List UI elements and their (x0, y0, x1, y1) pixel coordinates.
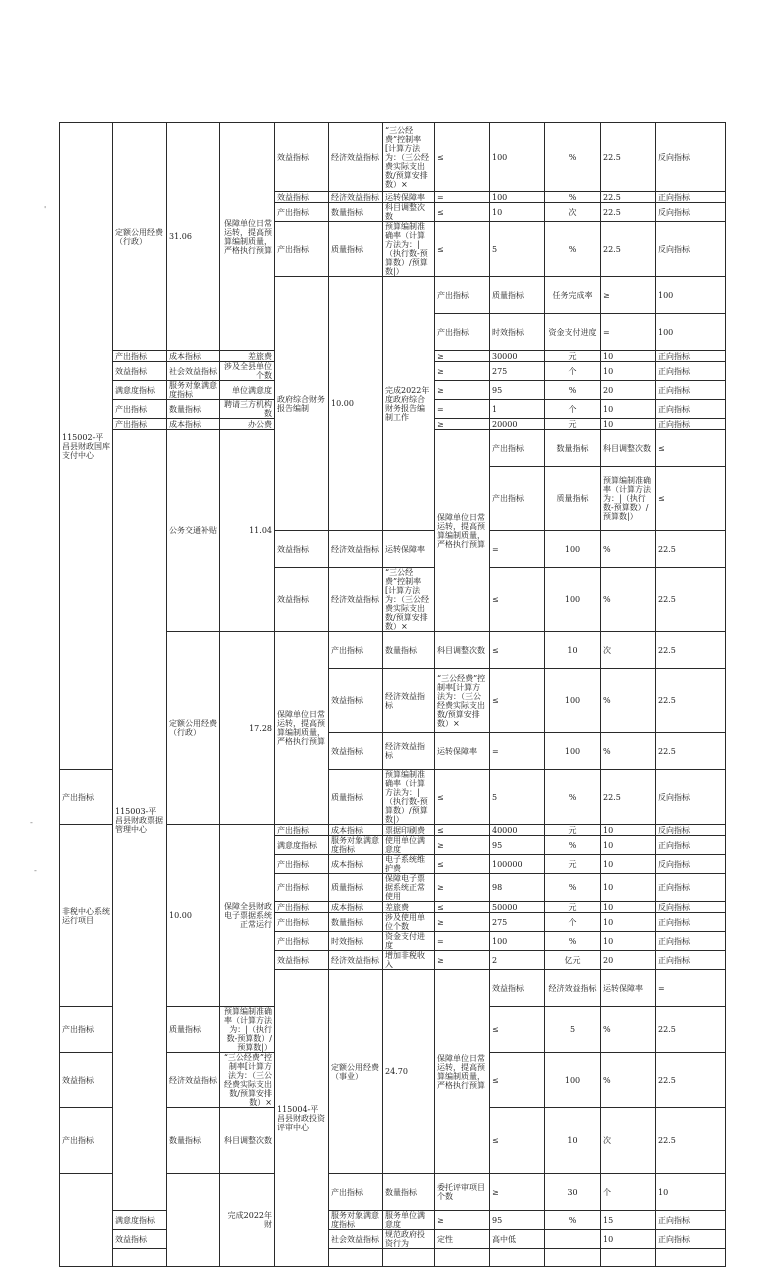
target-value-cell: 产出指标 (490, 467, 545, 531)
measure-unit-cell: 质量指标 (545, 467, 601, 531)
indicator-level2-cell: 经济效益指标 (329, 531, 383, 568)
indicator-level3-cell: “三公经费”控制率[计算方法为：（三公经费实际支出数/预算安排数）× (383, 568, 435, 632)
operator-cell: 定性 (435, 1230, 490, 1249)
budget-amount-cell: 成本指标 (167, 351, 220, 362)
indicator-direction-cell: 反向指标 (656, 123, 726, 192)
target-value-cell: 100000 (490, 855, 545, 874)
performance-goal-cell: 17.28 (220, 632, 275, 825)
indicator-level1-cell: 产出指标 (275, 222, 329, 277)
indicator-level2-cell: 质量指标 (329, 770, 383, 825)
weight-cell: 22.5 (601, 192, 656, 203)
operator-cell: 产出指标 (435, 314, 490, 351)
target-value-cell: ≤ (490, 568, 545, 632)
margin-mark-1: ' (44, 205, 47, 214)
indicator-direction-cell: 正向指标 (656, 932, 726, 951)
weight-cell: % (601, 669, 656, 733)
table-row (60, 1249, 726, 1267)
indicator-direction-cell: 正向指标 (656, 362, 726, 381)
weight-cell: % (601, 1053, 656, 1108)
project-name-cell: 效益指标 (113, 362, 167, 381)
indicator-direction-cell: 22.5 (656, 531, 726, 568)
target-value-cell: ≥ (490, 1174, 545, 1211)
indicator-direction-cell: 反向指标 (656, 203, 726, 222)
operator-cell: ≥ (435, 874, 490, 902)
indicator-direction-cell: 正向指标 (656, 192, 726, 203)
measure-unit-cell: % (545, 222, 601, 277)
indicator-level3-cell: 资金支付进度 (383, 932, 435, 951)
target-value-cell: 5 (490, 222, 545, 277)
weight-cell: 10 (601, 836, 656, 855)
performance-indicator-table (59, 122, 726, 1267)
indicator-level2-cell: 效益指标 (329, 733, 383, 770)
indicator-level2-cell: 服务对象满意度指标 (329, 1211, 383, 1230)
indicator-level3-cell: 涉及使用单位个数 (383, 913, 435, 932)
indicator-level2-cell: 经济效益指标 (329, 123, 383, 192)
measure-unit-cell (545, 1230, 601, 1249)
performance-goal-cell: 差旅费 (220, 351, 275, 362)
weight-cell: 10 (601, 855, 656, 874)
weight-cell: 运转保障率 (601, 970, 656, 1007)
measure-unit-cell: % (545, 192, 601, 203)
unit-name-cell: 115002-平昌县财政国库支付中心 (60, 123, 113, 770)
indicator-level1-cell: 效益指标 (275, 192, 329, 203)
indicator-level2-cell: 经济效益指标 (329, 951, 383, 970)
operator-cell: ≤ (435, 770, 490, 825)
weight-cell: 22.5 (601, 770, 656, 825)
measure-unit-cell: % (545, 381, 601, 400)
indicator-direction-cell: 100 (656, 314, 726, 351)
measure-unit-cell: % (545, 770, 601, 825)
indicator-level2-cell: 成本指标 (329, 825, 383, 836)
indicator-level3-cell: 差旅费 (383, 902, 435, 913)
measure-unit-cell: 经济效益指标 (545, 970, 601, 1007)
target-value-cell: 时效指标 (490, 314, 545, 351)
measure-unit-cell: 10 (545, 632, 601, 669)
weight-cell (601, 1249, 656, 1267)
indicator-direction-cell: 反向指标 (656, 770, 726, 825)
target-value-cell: 20000 (490, 419, 545, 430)
measure-unit-cell: 10 (545, 1108, 601, 1174)
indicator-level1-cell: 产出指标 (275, 855, 329, 874)
indicator-direction-cell: 22.5 (656, 632, 726, 669)
measure-unit-cell: 30 (545, 1174, 601, 1211)
target-value-cell: 95 (490, 1211, 545, 1230)
target-value-cell: 30000 (490, 351, 545, 362)
measure-unit-cell: % (545, 932, 601, 951)
indicator-level2-cell: 质量指标 (329, 222, 383, 277)
unit-name-cell: 产出指标 (60, 1108, 113, 1174)
measure-unit-cell: 个 (545, 913, 601, 932)
operator-cell: = (435, 192, 490, 203)
weight-cell: 10 (601, 932, 656, 951)
weight-cell: 次 (601, 632, 656, 669)
weight-cell: 次 (601, 1108, 656, 1174)
target-value-cell: 40000 (490, 825, 545, 836)
project-name-cell: 产出指标 (113, 400, 167, 419)
table-row (60, 1230, 726, 1249)
target-value-cell: 95 (490, 836, 545, 855)
measure-unit-cell: 100 (545, 1053, 601, 1108)
target-value-cell: 275 (490, 913, 545, 932)
target-value-cell: 高中低 (490, 1230, 545, 1249)
unit-name-cell: 非税中心系统运行项目 (60, 825, 113, 1007)
indicator-level3-cell: 使用单位满意度 (383, 836, 435, 855)
operator-cell: ≤ (435, 123, 490, 192)
indicator-level2-cell: 成本指标 (329, 902, 383, 913)
indicator-direction-cell: 正向指标 (656, 381, 726, 400)
weight-cell: 22.5 (601, 222, 656, 277)
target-value-cell: 质量指标 (490, 277, 545, 314)
unit-name-cell: 产出指标 (60, 770, 113, 825)
target-value-cell: 5 (490, 770, 545, 825)
indicator-direction-cell: 22.5 (656, 669, 726, 733)
measure-unit-cell: 数量指标 (545, 430, 601, 467)
weight-cell: 预算编制准确率（计算方法为：|（执行数-预算数）/预算数|） (601, 467, 656, 531)
operator-cell: ≥ (435, 381, 490, 400)
weight-cell: 15 (601, 1211, 656, 1230)
unit-name-cell (60, 1174, 113, 1267)
indicator-level1-cell: 115004-平昌县财政投资评审中心 (275, 970, 329, 1267)
target-value-cell: = (490, 531, 545, 568)
project-name-cell: 定额公用经费（行政） (113, 123, 167, 351)
target-value-cell: 100 (490, 123, 545, 192)
indicator-level1-cell: 产出指标 (275, 932, 329, 951)
margin-mark-2: - (30, 818, 33, 827)
operator-cell: ≥ (435, 951, 490, 970)
weight-cell: 22.5 (601, 203, 656, 222)
operator-cell: ≤ (435, 855, 490, 874)
weight-cell: % (601, 531, 656, 568)
operator-cell: 保障单位日常运转，提高预算编制质量，严格执行预算 (435, 430, 490, 632)
measure-unit-cell: 5 (545, 1007, 601, 1053)
indicator-level3-cell: 运转保障率 (383, 531, 435, 568)
indicator-level1-cell: 效益指标 (275, 531, 329, 568)
unit-name-cell: 产出指标 (60, 1007, 113, 1053)
performance-goal-cell: 办公费 (220, 419, 275, 430)
operator-cell: ≤ (435, 222, 490, 277)
measure-unit-cell: 个 (545, 400, 601, 419)
weight-cell: 个 (601, 1174, 656, 1211)
indicator-level2-cell: 经济效益指标 (329, 568, 383, 632)
performance-goal-cell: 预算编制准确率（计算方法为：|（执行数-预算数）/预算数|） (220, 1007, 275, 1053)
target-value-cell: 95 (490, 381, 545, 400)
weight-cell: 22.5 (601, 123, 656, 192)
indicator-level1-cell: 效益指标 (275, 951, 329, 970)
target-value-cell: ≤ (490, 1108, 545, 1174)
indicator-direction-cell: 正向指标 (656, 419, 726, 430)
indicator-direction-cell: 反向指标 (656, 222, 726, 277)
budget-amount-cell: 服务对象满意度指标 (167, 381, 220, 400)
target-value-cell: 10 (490, 203, 545, 222)
weight-cell: 10 (601, 1230, 656, 1249)
measure-unit-cell: 元 (545, 825, 601, 836)
measure-unit-cell: 次 (545, 203, 601, 222)
indicator-level1-cell: 政府综合财务报告编制 (275, 277, 329, 531)
target-value-cell: 100 (490, 932, 545, 951)
indicator-level2-cell: 定额公用经费（事业） (329, 970, 383, 1174)
measure-unit-cell: 100 (545, 531, 601, 568)
performance-goal-cell: 11.04 (220, 430, 275, 632)
weight-cell: % (601, 733, 656, 770)
budget-amount-cell: 成本指标 (167, 419, 220, 430)
measure-unit-cell: 任务完成率 (545, 277, 601, 314)
table-row (60, 1211, 726, 1230)
indicator-direction-cell: 22.5 (656, 1108, 726, 1174)
indicator-direction-cell: 22.5 (656, 568, 726, 632)
indicator-direction-cell: 正向指标 (656, 400, 726, 419)
indicator-level1-cell: 满意度指标 (275, 836, 329, 855)
budget-amount-cell: 数量指标 (167, 1108, 220, 1174)
project-name-cell (113, 1249, 167, 1267)
indicator-level1-cell: 产出指标 (275, 874, 329, 902)
indicator-level2-cell (329, 1249, 383, 1267)
indicator-direction-cell: 正向指标 (656, 836, 726, 855)
operator-cell: = (435, 400, 490, 419)
indicator-level3-cell: 科目调整次数 (383, 203, 435, 222)
measure-unit-cell: % (545, 836, 601, 855)
indicator-level3-cell: 保障电子票据系统正常使用 (383, 874, 435, 902)
indicator-direction-cell: 反向指标 (656, 855, 726, 874)
measure-unit-cell: 元 (545, 902, 601, 913)
weight-cell: 10 (601, 400, 656, 419)
indicator-level2-cell: 产出指标 (329, 632, 383, 669)
indicator-level1-cell: 保障单位日常运转，提高预算编制质量，严格执行预算 (275, 632, 329, 825)
weight-cell: = (601, 314, 656, 351)
performance-goal-cell: 涉及全县单位个数 (220, 362, 275, 381)
budget-amount-cell: 10.00 (167, 825, 220, 1007)
measure-unit-cell: 100 (545, 669, 601, 733)
indicator-level3-cell: 完成2022年度政府综合财务报告编制工作 (383, 277, 435, 531)
performance-goal-cell: 聘请三方机构数 (220, 400, 275, 419)
indicator-level1-cell: 产出指标 (275, 825, 329, 836)
indicator-level1-cell: 产出指标 (275, 203, 329, 222)
indicator-level2-cell: 质量指标 (329, 874, 383, 902)
operator-cell: ≥ (435, 351, 490, 362)
measure-unit-cell: % (545, 874, 601, 902)
margin-mark-3: - (34, 866, 37, 875)
indicator-level2-cell: 成本指标 (329, 855, 383, 874)
weight-cell: 10 (601, 902, 656, 913)
indicator-level2-cell: 效益指标 (329, 669, 383, 733)
measure-unit-cell: 元 (545, 419, 601, 430)
indicator-level2-cell: 经济效益指标 (329, 192, 383, 203)
target-value-cell: 产出指标 (490, 430, 545, 467)
target-value-cell: 2 (490, 951, 545, 970)
measure-unit-cell: 元 (545, 351, 601, 362)
indicator-level3-cell: 预算编制准确率（计算方法为：|（执行数-预算数）/预算数|） (383, 770, 435, 825)
performance-goal-cell: 单位满意度 (220, 381, 275, 400)
operator-cell: = (435, 932, 490, 951)
measure-unit-cell: 100 (545, 568, 601, 632)
operator-cell: ≥ (435, 1211, 490, 1230)
indicator-direction-cell: 22.5 (656, 1007, 726, 1053)
target-value-cell: 效益指标 (490, 970, 545, 1007)
target-value-cell: = (490, 733, 545, 770)
operator-cell (435, 1249, 490, 1267)
operator-cell: “三公经费”控制率[计算方法为：（三公经费实际支出数/预算安排数）× (435, 669, 490, 733)
measure-unit-cell: % (545, 1211, 601, 1230)
target-value-cell: 275 (490, 362, 545, 381)
indicator-level2-cell: 时效指标 (329, 932, 383, 951)
indicator-level3-cell: 预算编制准确率（计算方法为：|（执行数-预算数）/预算数|） (383, 222, 435, 277)
indicator-direction-cell: 22.5 (656, 1053, 726, 1108)
indicator-level3-cell: 经济效益指标 (383, 669, 435, 733)
budget-amount-cell (167, 1174, 220, 1267)
indicator-level2-cell: 数量指标 (329, 203, 383, 222)
indicator-direction-cell: 反向指标 (656, 902, 726, 913)
indicator-direction-cell: 正向指标 (656, 874, 726, 902)
operator-cell: 委托评审项目个数 (435, 1174, 490, 1211)
indicator-level3-cell: 电子系统维护费 (383, 855, 435, 874)
operator-cell: 运转保障率 (435, 733, 490, 770)
target-value-cell: ≤ (490, 1007, 545, 1053)
indicator-direction-cell: 正向指标 (656, 351, 726, 362)
operator-cell: ≥ (435, 362, 490, 381)
performance-goal-cell: 保障全县财政电子票据系统正常运行 (220, 825, 275, 1007)
budget-amount-cell: 数量指标 (167, 400, 220, 419)
target-value-cell (490, 1249, 545, 1267)
weight-cell: 10 (601, 419, 656, 430)
weight-cell: 10 (601, 874, 656, 902)
performance-goal-cell: 完成2022年财 (220, 1174, 275, 1267)
indicator-level1-cell: 产出指标 (275, 913, 329, 932)
indicator-level2-cell: 服务对象满意度指标 (329, 836, 383, 855)
operator-cell: 科目调整次数 (435, 632, 490, 669)
project-name-cell: 115003-平昌县财政票据管理中心 (113, 430, 167, 1211)
performance-goal-cell: “三公经费”控制率[计算方法为：（三公经费实际支出数/预算安排数）× (220, 1053, 275, 1108)
indicator-level3-cell: 票据印刷费 (383, 825, 435, 836)
indicator-direction-cell (656, 1249, 726, 1267)
project-name-cell: 效益指标 (113, 1230, 167, 1249)
indicator-level3-cell: 24.70 (383, 970, 435, 1174)
measure-unit-cell: 个 (545, 362, 601, 381)
indicator-level3-cell: “三公经费”控制率[计算方法为：（三公经费实际支出数/预算安排数）× (383, 123, 435, 192)
indicator-direction-cell: 正向指标 (656, 951, 726, 970)
weight-cell: 20 (601, 381, 656, 400)
indicator-level3-cell: 运转保障率 (383, 192, 435, 203)
indicator-direction-cell: ≤ (656, 430, 726, 467)
indicator-level3-cell (383, 1249, 435, 1267)
budget-amount-cell: 定额公用经费（行政） (167, 632, 220, 825)
weight-cell: % (601, 568, 656, 632)
target-value-cell: 98 (490, 874, 545, 902)
operator-cell: ≥ (435, 913, 490, 932)
indicator-level2-cell: 产出指标 (329, 1174, 383, 1211)
budget-amount-cell: 31.06 (167, 123, 220, 351)
indicator-direction-cell: 22.5 (656, 733, 726, 770)
indicator-level1-cell: 产出指标 (275, 902, 329, 913)
project-name-cell: 产出指标 (113, 351, 167, 362)
weight-cell: ≥ (601, 277, 656, 314)
weight-cell: 10 (601, 362, 656, 381)
indicator-level1-cell: 效益指标 (275, 568, 329, 632)
target-value-cell: 50000 (490, 902, 545, 913)
operator-cell: ≤ (435, 203, 490, 222)
indicator-level3-cell: 增加非税收入 (383, 951, 435, 970)
budget-amount-cell: 质量指标 (167, 1007, 220, 1053)
unit-name-cell: 效益指标 (60, 1053, 113, 1108)
indicator-level3-cell: 规范政府投资行为 (383, 1230, 435, 1249)
operator-cell: 产出指标 (435, 277, 490, 314)
measure-unit-cell (545, 1249, 601, 1267)
indicator-direction-cell: 正向指标 (656, 913, 726, 932)
table-row (60, 123, 726, 192)
indicator-direction-cell: ≤ (656, 467, 726, 531)
target-value-cell: ≤ (490, 1053, 545, 1108)
weight-cell: 科目调整次数 (601, 430, 656, 467)
indicator-direction-cell: 10 (656, 1174, 726, 1211)
target-value-cell: 100 (490, 192, 545, 203)
performance-goal-cell: 保障单位日常运转，提高预算编制质量，严格执行预算 (220, 123, 275, 351)
indicator-direction-cell: 正向指标 (656, 1211, 726, 1230)
operator-cell: ≤ (435, 825, 490, 836)
target-value-cell: 1 (490, 400, 545, 419)
project-name-cell: 产出指标 (113, 419, 167, 430)
budget-amount-cell: 社会效益指标 (167, 362, 220, 381)
indicator-level3-cell: 数量指标 (383, 632, 435, 669)
weight-cell: 10 (601, 913, 656, 932)
weight-cell: 10 (601, 351, 656, 362)
indicator-level2-cell: 数量指标 (329, 913, 383, 932)
weight-cell: 10 (601, 825, 656, 836)
indicator-level3-cell: 服务单位满意度 (383, 1211, 435, 1230)
project-name-cell: 满意度指标 (113, 1211, 167, 1230)
indicator-direction-cell: 100 (656, 277, 726, 314)
indicator-level3-cell: 经济效益指标 (383, 733, 435, 770)
target-value-cell: ≤ (490, 632, 545, 669)
indicator-direction-cell: 反向指标 (656, 825, 726, 836)
indicator-level3-cell: 数量指标 (383, 1174, 435, 1211)
budget-amount-cell: 经济效益指标 (167, 1053, 220, 1108)
operator-cell: ≥ (435, 419, 490, 430)
measure-unit-cell: 亿元 (545, 951, 601, 970)
operator-cell: 保障单位日常运转，提高预算编制质量，严格执行预算 (435, 970, 490, 1174)
indicator-level2-cell: 社会效益指标 (329, 1230, 383, 1249)
performance-goal-cell: 科目调整次数 (220, 1108, 275, 1174)
indicator-level2-cell: 10.00 (329, 277, 383, 531)
measure-unit-cell: 元 (545, 855, 601, 874)
indicator-level1-cell: 效益指标 (275, 123, 329, 192)
weight-cell: % (601, 1007, 656, 1053)
budget-amount-cell: 公务交通补贴 (167, 430, 220, 632)
measure-unit-cell: 100 (545, 733, 601, 770)
weight-cell: 20 (601, 951, 656, 970)
measure-unit-cell: % (545, 123, 601, 192)
indicator-direction-cell: = (656, 970, 726, 1007)
operator-cell: ≥ (435, 836, 490, 855)
measure-unit-cell: 资金支付进度 (545, 314, 601, 351)
project-name-cell: 满意度指标 (113, 381, 167, 400)
operator-cell: ≤ (435, 902, 490, 913)
indicator-direction-cell: 正向指标 (656, 1230, 726, 1249)
target-value-cell: ≤ (490, 669, 545, 733)
